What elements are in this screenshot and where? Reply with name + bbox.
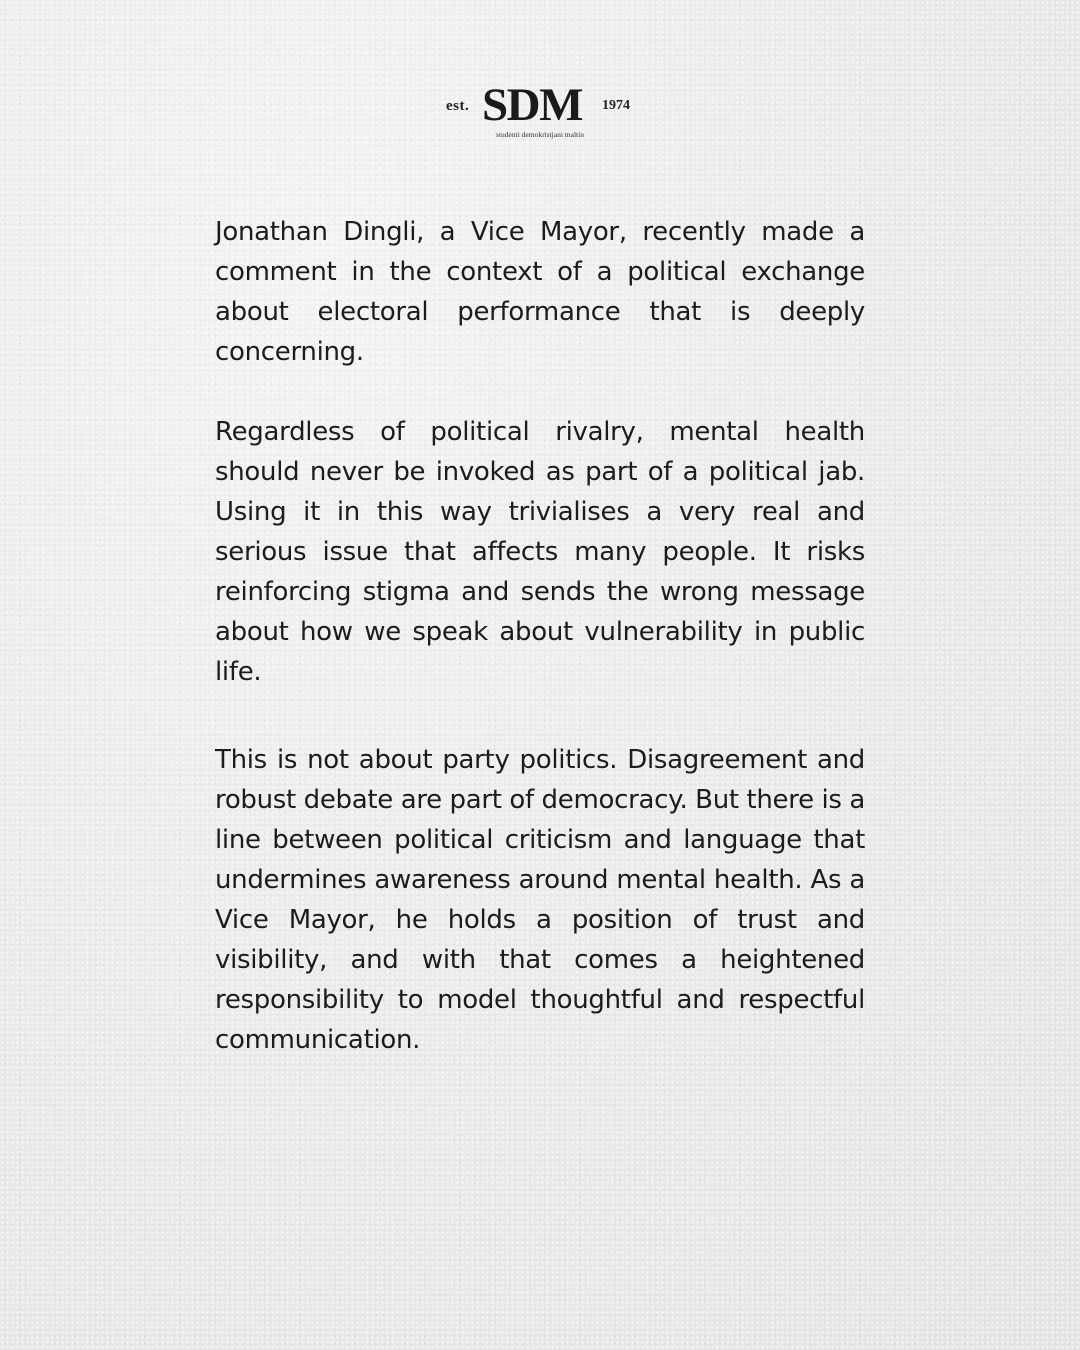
paragraph-intro: Jonathan Dingli, a Vice Mayor, recently made a comment in the context of a political exchange about electoral performance that is deeply concerning. bbox=[215, 217, 865, 367]
paragraph-mental-health: Regardless of political rivalry, mental health should never be invoked as part of a political jab. Using it in this way trivialises a very real and serious issue that affects many people. It risks reinforcing stigma and sends the wrong message about how we speak about vulnerability in public life. bbox=[215, 417, 865, 687]
sdm-logo bbox=[0, 79, 1080, 144]
paragraph-party-politics: This is not about party politics. Disagreement and robust debate are part of democracy. But there is a line between political criticism and language that undermines awareness around mental health. As a Vice Mayor, he holds a position of trust and visibility, and with that comes a heightened responsibility to model thoughtful and respectful communication. bbox=[215, 745, 865, 1055]
logo-subtitle: studenti demokristjani maltin bbox=[496, 130, 584, 139]
logo-year-text: 1974 bbox=[602, 98, 630, 113]
logo-wordmark: SDM bbox=[482, 79, 582, 131]
logo-est-text: est. bbox=[446, 98, 470, 114]
statement-body bbox=[215, 212, 865, 1100]
